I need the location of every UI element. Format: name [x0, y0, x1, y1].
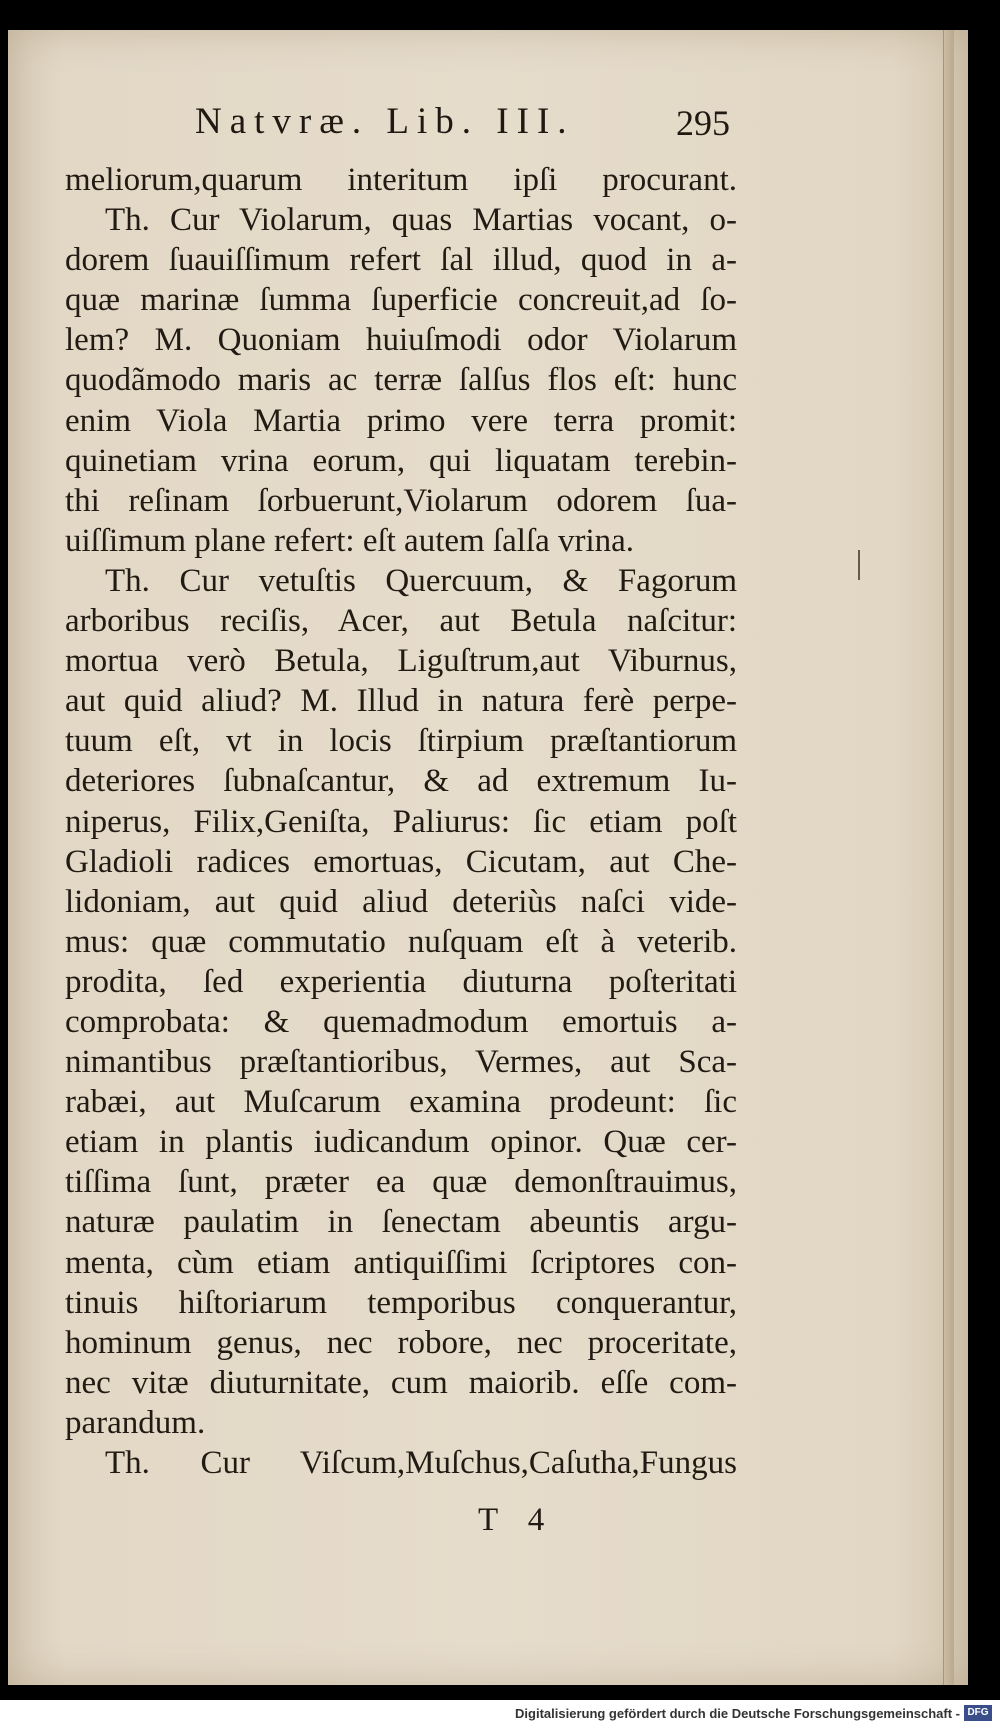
footer-credit: Digitalisierung gefördert durch die Deutsche Forschungsgemeinschaft -	[515, 1706, 960, 1721]
text-line: quinetiam vrina eorum, qui liquatam terebin-	[65, 442, 737, 479]
text-line: lidoniam, aut quid aliud deteriùs naſci vide-	[65, 883, 737, 920]
text-line: hominum genus, nec robore, nec proceritate,	[65, 1324, 737, 1361]
dfg-logo-icon: DFG	[964, 1705, 992, 1721]
text-line: tinuis hiſtoriarum temporibus conquerantur,	[65, 1284, 737, 1321]
text-line: uiſſimum plane refert: eſt autem ſalſa vrina.	[65, 522, 635, 559]
text-line: Th. Cur vetuſtis Quercuum, & Fagorum	[105, 562, 737, 599]
text-line: rabæi, aut Muſcarum examina prodeunt: ſic	[65, 1084, 737, 1121]
running-head-title: Natvræ. Lib. III.	[195, 101, 575, 142]
text-line: quodãmodo maris ac terræ ſalſus flos eſt: hunc	[65, 362, 737, 399]
signature-mark: T 4	[478, 1502, 545, 1538]
text-line: aut quid aliud? M. Illud in natura ferè perpe-	[65, 683, 737, 720]
text-line: enim Viola Martia primo vere terra promit:	[65, 402, 737, 439]
text-line: mus: quæ commutatio nuſquam eſt à veterib.	[65, 923, 737, 960]
margin-mark	[858, 550, 860, 580]
text-line: nimantibus præſtantioribus, Vermes, aut Sca-	[65, 1044, 737, 1081]
text-line: tiſſima ſunt, præter ea quæ demonſtrauimus,	[65, 1164, 737, 1201]
text-line: comprobata: & quemadmodum emortuis a-	[65, 1003, 737, 1040]
text-line: mortua verò Betula, Liguſtrum,aut Viburnus,	[65, 643, 737, 680]
text-line: naturæ paulatim in ſenectam abeuntis argu-	[65, 1204, 737, 1241]
text-line: meliorum,quarum interitum ipſi procurant.	[65, 162, 737, 198]
page-number: 295	[676, 103, 730, 143]
digitization-footer	[0, 1700, 1000, 1728]
text-line: quæ marinæ ſumma ſuperficie concreuit,ad ſo-	[65, 282, 737, 319]
text-line: Gladioli radices emortuas, Cicutam, aut Che-	[65, 843, 737, 880]
text-line: prodita, ſed experientia diuturna poſteritati	[65, 963, 737, 1000]
running-head	[8, 100, 968, 160]
text-line: niperus, Filix,Geniſta, Paliurus: ſic etiam poſt	[65, 803, 737, 840]
text-line: dorem ſuauiſſimum refert ſal illud, quod in a-	[65, 242, 737, 279]
text-line: menta, cùm etiam antiquiſſimi ſcriptores con-	[65, 1244, 737, 1281]
text-line: parandum.	[65, 1404, 206, 1441]
text-block	[65, 160, 737, 1483]
page-edge	[943, 30, 954, 1685]
text-line: Th. Cur Viſcum,Muſchus,Caſutha,Fungus	[105, 1445, 737, 1481]
text-line: deteriores ſubnaſcantur, & ad extremum Iu-	[65, 763, 737, 800]
text-line: tuum eſt, vt in locis ſtirpium præſtantiorum	[65, 723, 737, 760]
text-line: thi reſinam ſorbuerunt,Violarum odorem ſua-	[65, 482, 737, 519]
text-line: etiam in plantis iudicandum opinor. Quæ cer-	[65, 1124, 737, 1161]
book-page	[8, 30, 968, 1685]
text-line: nec vitæ diuturnitate, cum maiorib. eſſe com-	[65, 1364, 737, 1401]
text-line: lem? M. Quoniam huiuſmodi odor Violarum	[65, 322, 737, 359]
text-line: arboribus reciſis, Acer, aut Betula naſcitur:	[65, 603, 737, 640]
text-line: Th. Cur Violarum, quas Martias vocant, o-	[105, 202, 737, 239]
